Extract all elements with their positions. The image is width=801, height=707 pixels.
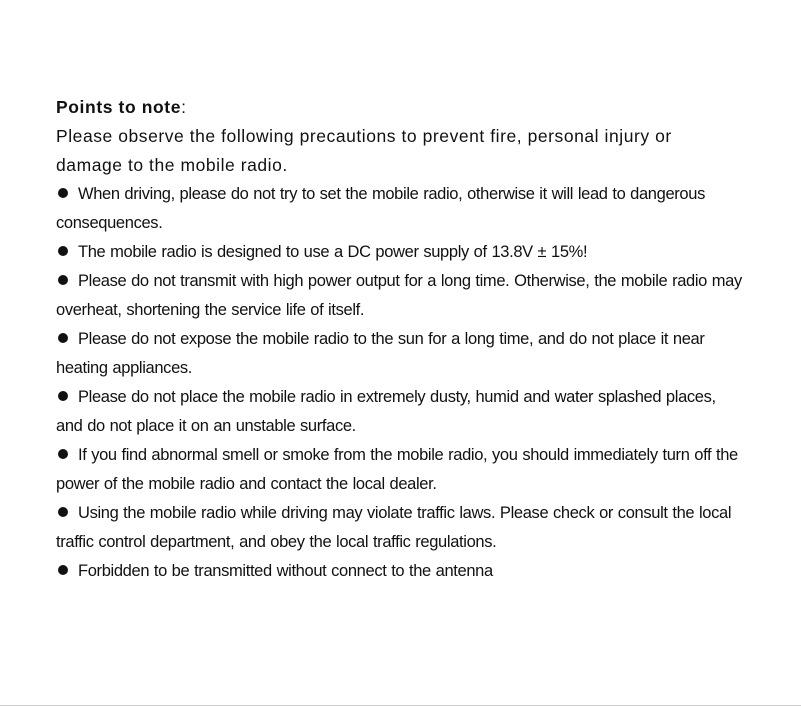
precautions-page — [56, 93, 746, 586]
list-item-text: Please do not place the mobile radio in extremely dusty, humid and water splashed places, and do not place it on an unstable surface. — [56, 388, 716, 435]
list-item — [56, 325, 746, 383]
precaution-list — [56, 180, 746, 586]
list-item-text: Please do not expose the mobile radio to the sun for a long time, and do not place it near heating appliances. — [56, 330, 705, 377]
list-item-text: The mobile radio is designed to use a DC power supply of 13.8V ± 15%! — [78, 243, 588, 261]
intro-paragraph: Please observe the following precautions to prevent fire, personal injury or damage to the mobile radio. — [56, 126, 672, 175]
bullet-icon — [58, 565, 68, 575]
section-heading — [56, 93, 746, 122]
heading-colon: : — [181, 97, 187, 117]
list-item — [56, 267, 746, 325]
bullet-icon — [58, 188, 68, 198]
heading-text: Points to note — [56, 97, 182, 117]
list-item — [56, 441, 746, 499]
list-item-text: Forbidden to be transmitted without connect to the antenna — [78, 562, 493, 580]
list-item-text: Using the mobile radio while driving may violate traffic laws. Please check or consult the local traffic control department, and obey the local traffic regulations. — [56, 504, 732, 551]
list-item-text: If you find abnormal smell or smoke from the mobile radio, you should immediately turn off the power of the mobile radio and contact the local dealer. — [56, 446, 738, 493]
list-item — [56, 238, 746, 267]
list-item — [56, 499, 746, 557]
list-item — [56, 557, 746, 586]
list-item — [56, 180, 746, 238]
bullet-icon — [58, 246, 68, 256]
bullet-icon — [58, 333, 68, 343]
bullet-icon — [58, 275, 68, 285]
bullet-icon — [58, 391, 68, 401]
bullet-icon — [58, 449, 68, 459]
list-item-text: Please do not transmit with high power output for a long time. Otherwise, the mobile radio may overheat, shortening the service life of itself. — [56, 272, 742, 319]
bullet-icon — [58, 507, 68, 517]
page-bottom-divider — [0, 705, 801, 706]
list-item-text: When driving, please do not try to set the mobile radio, otherwise it will lead to dangerous consequences. — [56, 185, 705, 232]
list-item — [56, 383, 746, 441]
